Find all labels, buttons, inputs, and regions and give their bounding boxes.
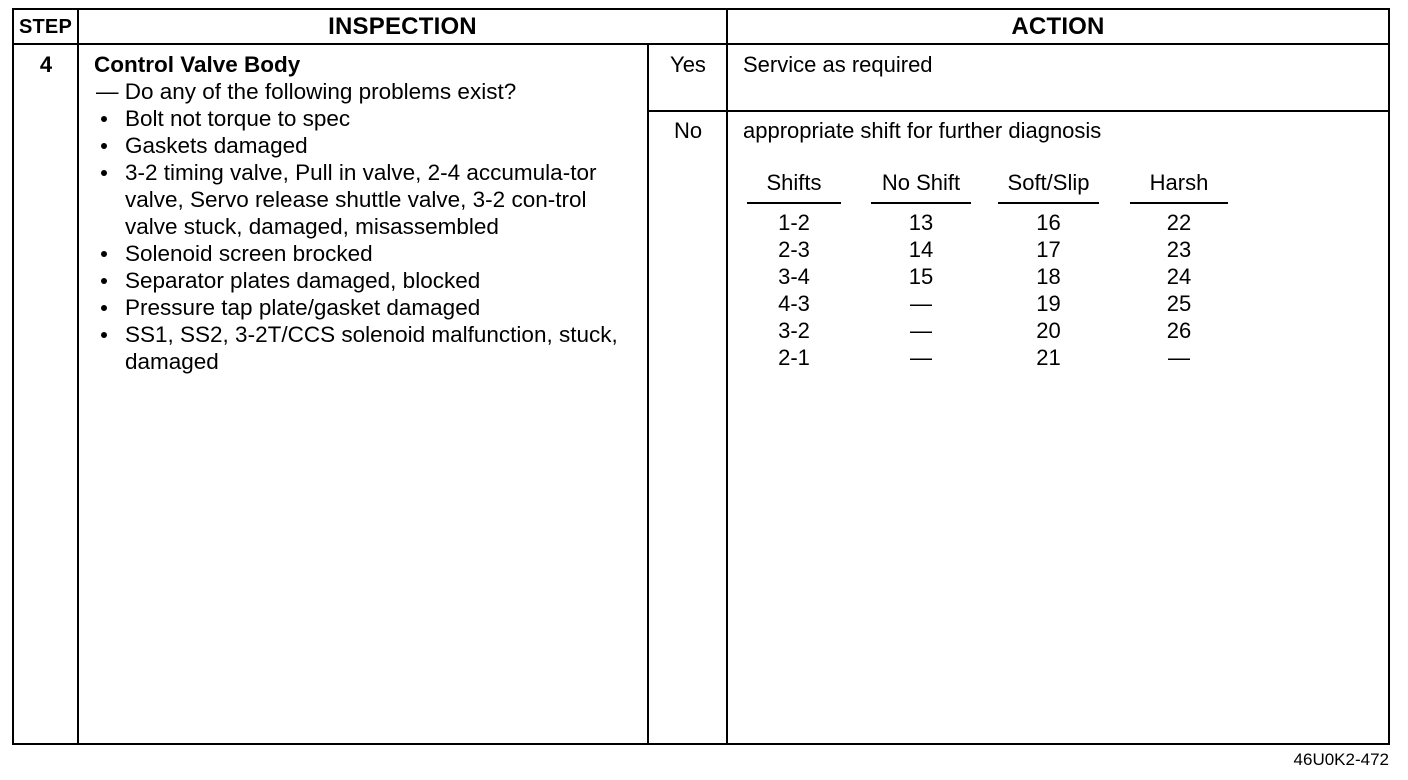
shift-col-rule	[1130, 202, 1228, 204]
divider-action	[726, 8, 728, 745]
divider-step	[77, 8, 79, 745]
table-cell: —	[910, 318, 932, 343]
inspection-title: Control Valve Body	[94, 52, 301, 77]
table-cell: 13	[908, 210, 934, 235]
list-item: Gaskets damaged	[94, 132, 644, 159]
list-item: SS1, SS2, 3-2T/CCS solenoid malfunction, stuck, damaged	[94, 321, 644, 375]
shift-col-header: Soft/Slip	[1007, 170, 1090, 195]
table-cell: 25	[1166, 291, 1192, 316]
table-cell: 23	[1166, 237, 1192, 262]
table-cell: 3-2	[778, 318, 810, 343]
shift-col-rule	[998, 202, 1099, 204]
shift-col-no-shift	[871, 209, 971, 371]
action-no: appropriate shift for further diagnosis	[743, 118, 1102, 143]
shift-col-rule	[747, 202, 841, 204]
inspection-list	[94, 105, 644, 375]
shift-col-shifts	[747, 209, 841, 371]
answer-no: No	[673, 118, 703, 143]
shift-col-header: Shifts	[766, 170, 822, 195]
header-step: STEP	[18, 15, 73, 38]
table-cell: 2-1	[778, 345, 810, 370]
table-cell: 18	[1036, 264, 1061, 289]
table-cell: 3-4	[778, 264, 810, 289]
table-cell: —	[1168, 345, 1190, 370]
table-cell: 22	[1166, 210, 1192, 235]
table-cell: 24	[1166, 264, 1192, 289]
step-number: 4	[39, 52, 53, 77]
list-item: Bolt not torque to spec	[94, 105, 644, 132]
table-cell: 15	[908, 264, 934, 289]
list-item: Pressure tap plate/gasket damaged	[94, 294, 644, 321]
action-yes: Service as required	[743, 52, 933, 77]
divider-answer	[647, 44, 649, 745]
table-cell: 14	[908, 237, 934, 262]
table-cell: 16	[1036, 210, 1061, 235]
figure-id: 46U0K2-472	[1293, 750, 1389, 769]
shift-col-header: No Shift	[881, 170, 961, 195]
shift-col-header: Harsh	[1149, 170, 1209, 195]
inspection-question: — Do any of the following problems exist?	[96, 79, 517, 104]
table-cell: —	[910, 291, 932, 316]
list-item: Separator plates damaged, blocked	[94, 267, 644, 294]
table-cell: 26	[1166, 318, 1192, 343]
shift-col-harsh	[1130, 209, 1228, 371]
yes-no-rule	[647, 110, 1390, 112]
table-cell: 2-3	[778, 237, 810, 262]
shift-col-rule	[871, 202, 971, 204]
shift-col-soft-slip	[998, 209, 1099, 371]
inspection-cell	[94, 51, 644, 375]
table-cell: 17	[1036, 237, 1061, 262]
header-action: ACTION	[1011, 13, 1105, 40]
table-cell: —	[910, 345, 932, 370]
table-cell: 4-3	[778, 291, 810, 316]
table-cell: 19	[1036, 291, 1061, 316]
answer-yes: Yes	[670, 52, 706, 77]
table-cell: 20	[1036, 318, 1061, 343]
list-item: 3-2 timing valve, Pull in valve, 2-4 accumula-tor valve, Servo release shuttle valve, 3-2 con-trol valve stuck, damaged, misassembled	[94, 159, 644, 240]
table-cell: 21	[1036, 345, 1061, 370]
list-item: Solenoid screen brocked	[94, 240, 644, 267]
table-cell: 1-2	[778, 210, 810, 235]
header-inspection: INSPECTION	[328, 13, 477, 40]
